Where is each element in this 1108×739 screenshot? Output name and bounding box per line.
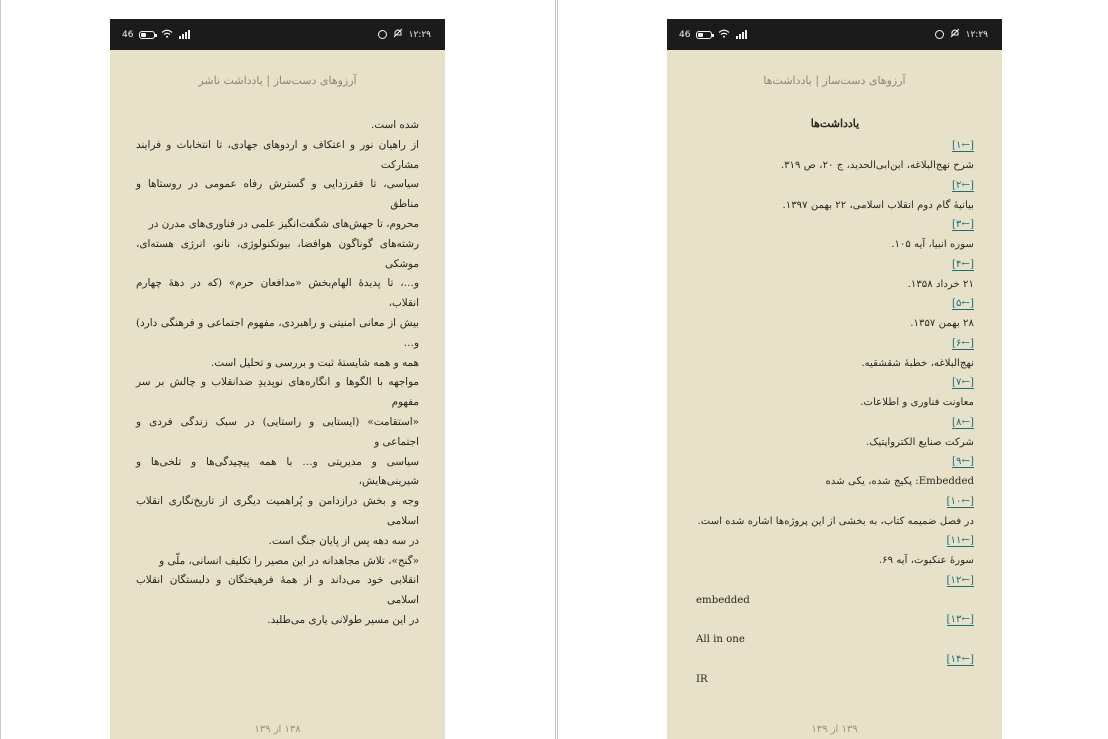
note-text: شرح نهج‌البلاغه، ابن‌ابی‌الحدید، ج ۲۰، ص ۳۱۹. [780, 160, 974, 171]
text-line: «استقامت» (ایستایی و راستایی) در سبک زندگی فردی و اجتماعی و [136, 415, 419, 448]
note-backlink[interactable] [696, 413, 974, 433]
note-ref-label[interactable]: [←۸] [952, 416, 974, 428]
note-backlink[interactable] [696, 136, 974, 156]
note-text: All in one [696, 634, 745, 645]
note-item [696, 571, 974, 611]
note-backlink[interactable] [696, 571, 974, 591]
section-title: یادداشت ناشر [198, 74, 263, 87]
battery-level: 46 [679, 29, 691, 40]
note-ref-label[interactable]: [←۱۱] [946, 535, 974, 546]
note-ref-label[interactable]: [←۱۲] [946, 574, 974, 586]
note-backlink[interactable] [696, 215, 974, 235]
wifi-icon [161, 29, 173, 41]
text-line: شده است. [370, 119, 419, 131]
book-header [667, 74, 1002, 87]
note-text: embedded [696, 594, 750, 606]
note-text: سورهٔ عنکبوت، آیه ۶۹. [878, 555, 974, 566]
wifi-icon [718, 29, 730, 41]
note-ref-label[interactable]: [←۱۰] [946, 495, 974, 507]
note-text: نهج‌البلاغه، خطبهٔ شقشقیه. [861, 357, 974, 369]
mute-icon [393, 28, 403, 41]
note-text: در فصل ضمیمه کتاب، به بخشی از این پروژه‌ها اشاره شده است. [697, 515, 974, 527]
note-item [696, 294, 974, 334]
section-title: یادداشت‌ها [763, 74, 812, 87]
book-title: آرزوهای دست‌ساز [273, 74, 357, 87]
page-number: ۱۳۸ از ۱۳۹ [254, 724, 301, 735]
note-item [696, 650, 974, 690]
note-ref-label[interactable]: [←۲] [952, 179, 974, 191]
note-item [696, 492, 974, 532]
note-backlink[interactable] [696, 294, 974, 314]
notes-list [696, 117, 974, 689]
note-item [696, 136, 974, 176]
page-divider [555, 0, 556, 739]
text-line: همه و همه شایستهٔ ثبت و بررسی و تحلیل است. [210, 356, 419, 369]
note-ref-label[interactable]: [←۱۳] [946, 614, 974, 625]
page-number: ۱۳۹ از ۱۳۹ [811, 724, 858, 735]
text-line: از راهیان نور و اعتکاف و اردوهای جهادی، تا انتخابات و فرایند مشارکت [136, 138, 419, 171]
note-ref-label[interactable]: [←۹] [952, 456, 974, 467]
note-item [696, 334, 974, 374]
text-line: «گنج»، تلاش مجاهدانه در این مصیر را تکلیف انسانی، ملّی و [159, 554, 419, 567]
note-text: IR [696, 673, 708, 685]
note-text: بیانیهٔ گام دوم انقلاب اسلامی، ۲۲ بهمن ۱۳۹۷. [782, 199, 974, 211]
text-line: وجه و بخش درازدامن و پُراهمیت دیگری از تاریخ‌نگاری انقلاب اسلامی [136, 495, 419, 527]
note-backlink[interactable] [696, 176, 974, 196]
alarm-icon [935, 30, 944, 39]
text-line: محروم، تا جهش‌های شگفت‌انگیز علمی در فناوری‌های مدرن در [148, 217, 419, 230]
note-ref-label[interactable]: [←۶] [952, 337, 974, 349]
text-line: بیش از معانی امنیتی و راهبردی، مفهوم اجتماعی و فرهنگی دارد) و… [136, 316, 419, 349]
note-item [696, 413, 974, 453]
note-backlink[interactable] [696, 373, 974, 393]
text-line: سیاسی، تا فقرزدایی و گسترش رفاه عمومی در روستاها و مناطق [136, 178, 419, 211]
note-ref-label[interactable]: [←۵] [952, 298, 974, 309]
text-line: و…، تا پدیدهٔ الهام‌بخش «مدافعان حرم» (که در دههٔ چهارم انقلاب، [136, 277, 419, 310]
note-text: Embedded: پکیج شده، یکی شده [825, 476, 974, 487]
note-text: سوره انبیا، آیه ۱۰۵. [891, 239, 974, 250]
note-text: ۲۱ خرداد ۱۳۵۸. [907, 278, 974, 290]
note-item [696, 215, 974, 255]
alarm-icon [378, 30, 387, 39]
note-item [696, 531, 974, 571]
note-text: ۲۸ بهمن ۱۳۵۷. [910, 318, 974, 329]
signal-icon [736, 30, 747, 39]
note-backlink[interactable] [696, 334, 974, 354]
notes-heading: یادداشت‌ها [810, 117, 860, 130]
note-backlink[interactable] [696, 610, 974, 630]
mute-icon [950, 28, 960, 41]
note-item [696, 452, 974, 492]
note-ref-label[interactable]: [←۷] [952, 377, 974, 388]
text-line: مواجهه با الگوها و انگاره‌های نوپدیدِ ضدانقلاب و چالش بر سر مفهوم [136, 376, 419, 409]
page-divider [557, 0, 558, 739]
note-ref-label[interactable]: [←۱] [952, 140, 974, 151]
note-ref-label[interactable]: [←۴] [952, 258, 974, 270]
left-reader-page [110, 19, 445, 739]
battery-level: 46 [122, 29, 134, 40]
clock: ۱۲:۲۹ [965, 29, 988, 40]
note-text: شرکت صنایع الکترواپتیک. [866, 436, 974, 448]
note-ref-label[interactable]: [←۱۴] [946, 653, 974, 665]
note-item [696, 373, 974, 413]
clock: ۱۲:۲۹ [408, 29, 431, 40]
note-item [696, 255, 974, 295]
note-backlink[interactable] [696, 255, 974, 275]
note-backlink[interactable] [696, 531, 974, 551]
battery-icon [139, 31, 155, 39]
header-separator: | [266, 74, 271, 87]
text-line: در سه دهه پس از پایان جنگ است. [268, 534, 419, 547]
note-backlink[interactable] [696, 452, 974, 472]
text-line: انقلابی خود می‌داند و از همهٔ فرهیختگان و دلبستگان انقلاب اسلامی [136, 574, 419, 607]
signal-icon [179, 30, 190, 39]
page-body [136, 116, 419, 631]
note-backlink[interactable] [696, 492, 974, 512]
note-item [696, 176, 974, 216]
note-text: معاونت فناوری و اطلاعات. [860, 397, 974, 408]
text-line: رشته‌های گوناگون هوافضا، بیوتکنولوژی، نانو، انرژی هسته‌ای، موشکی [136, 237, 419, 270]
book-title: آرزوهای دست‌ساز [822, 74, 906, 87]
book-header [110, 74, 445, 87]
status-bar [110, 19, 445, 50]
status-bar [667, 19, 1002, 50]
right-reader-page [667, 19, 1002, 739]
page-divider [0, 0, 1, 739]
header-separator: | [815, 74, 820, 87]
note-backlink[interactable] [696, 650, 974, 670]
text-line: سیاسی و مدیریتی و… با همه پیچیدگی‌ها و تلخی‌ها و شیرینی‌هایش، [136, 455, 419, 488]
note-item [696, 610, 974, 650]
battery-icon [696, 31, 712, 39]
note-ref-label[interactable]: [←۳] [952, 219, 974, 230]
text-line: در این مسیر طولانی یاری می‌طلبد. [267, 613, 419, 626]
